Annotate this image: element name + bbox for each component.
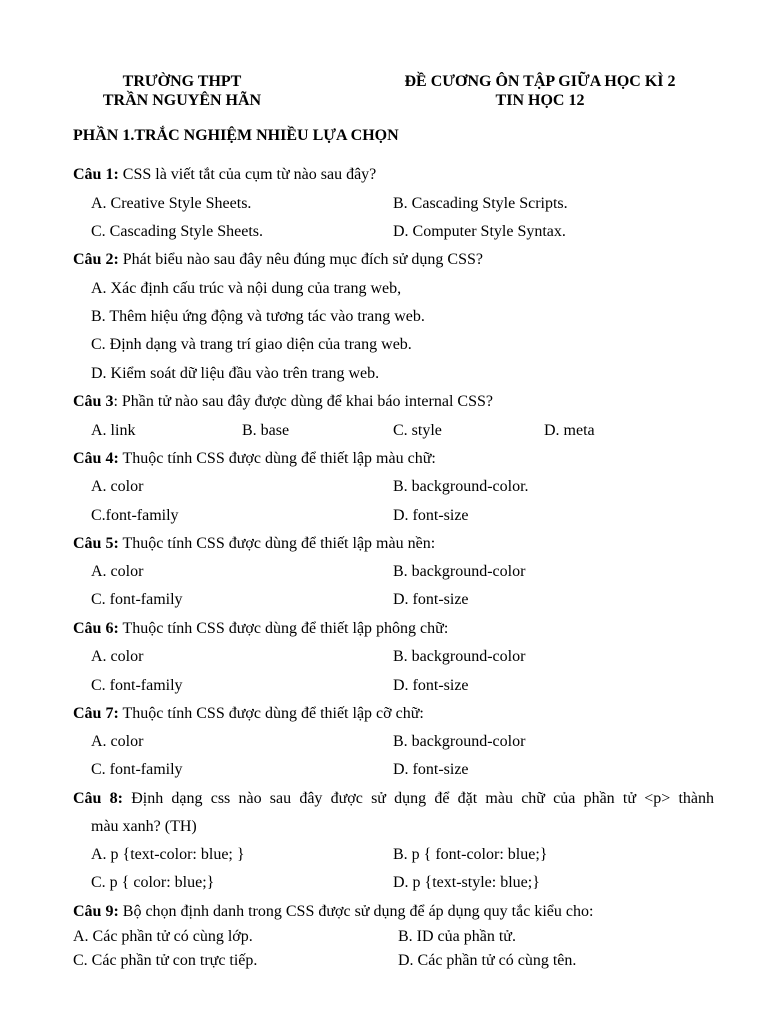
q3-option-a: A. link xyxy=(91,422,136,439)
question-label: Câu 6: xyxy=(73,620,119,637)
question-text: Định dạng css nào sau đây được sử dụng để đặt màu chữ của phần tử <p> thành xyxy=(123,790,715,807)
q7-option-d: D. font-size xyxy=(393,761,469,778)
school-line-2: TRẦN NGUYÊN HÃN xyxy=(102,92,262,109)
q3-option-b: B. base xyxy=(242,422,290,439)
q5-option-c: C. font-family xyxy=(91,591,183,608)
question-7 xyxy=(73,704,424,724)
question-2 xyxy=(73,250,483,270)
title-line-2: TIN HỌC 12 xyxy=(495,92,585,109)
q4-option-c: C.font-family xyxy=(91,507,179,524)
q6-option-b: B. background-color xyxy=(393,648,526,665)
q2-option-a: A. Xác định cấu trúc và nội dung của trang web, xyxy=(91,280,402,297)
question-text: : Phần tử nào sau đây được dùng để khai báo internal CSS? xyxy=(113,393,493,410)
q5-option-a: A. color xyxy=(91,563,144,580)
q2-option-b: B. Thêm hiệu ứng động và tương tác vào trang web. xyxy=(91,308,425,325)
q8-option-d: D. p {text-style: blue;} xyxy=(393,874,540,891)
q4-option-a: A. color xyxy=(91,478,144,495)
question-label: Câu 9: xyxy=(73,903,119,920)
q2-option-d: D. Kiểm soát dữ liệu đầu vào trên trang web. xyxy=(91,365,380,382)
q4-option-b: B. background-color. xyxy=(393,478,529,495)
q8-option-b: B. p { font-color: blue;} xyxy=(393,846,548,863)
q2-option-c: C. Định dạng và trang trí giao diện của trang web. xyxy=(91,336,412,353)
question-9 xyxy=(73,902,593,922)
q5-option-d: D. font-size xyxy=(393,591,469,608)
question-label: Câu 8: xyxy=(73,790,123,807)
question-label: Câu 4: xyxy=(73,450,119,467)
question-1 xyxy=(73,165,376,185)
q7-option-b: B. background-color xyxy=(393,733,526,750)
q5-option-b: B. background-color xyxy=(393,563,526,580)
q6-option-d: D. font-size xyxy=(393,677,469,694)
question-8-continuation: màu xanh? (TH) xyxy=(91,818,197,835)
section-title: PHẦN 1.TRẮC NGHIỆM NHIỀU LỰA CHỌN xyxy=(73,127,399,144)
title-line-1: ĐỀ CƯƠNG ÔN TẬP GIỮA HỌC KÌ 2 xyxy=(404,73,676,90)
question-label: Câu 7: xyxy=(73,705,119,722)
q1-option-d: D. Computer Style Syntax. xyxy=(393,223,566,240)
question-3 xyxy=(73,392,493,412)
question-label: Câu 5: xyxy=(73,535,119,552)
school-line-1: TRƯỜNG THPT xyxy=(122,73,242,90)
q3-option-d: D. meta xyxy=(544,422,595,439)
q7-option-c: C. font-family xyxy=(91,761,183,778)
q9-option-b: B. ID của phần tử. xyxy=(398,928,516,945)
question-label: Câu 2: xyxy=(73,251,119,268)
question-text: Thuộc tính CSS được dùng để thiết lập cỡ chữ: xyxy=(118,705,424,722)
q1-option-a: A. Creative Style Sheets. xyxy=(91,195,252,212)
q1-option-b: B. Cascading Style Scripts. xyxy=(393,195,568,212)
q3-option-c: C. style xyxy=(393,422,442,439)
q8-option-c: C. p { color: blue;} xyxy=(91,874,215,891)
q9-option-c: C. Các phần tử con trực tiếp. xyxy=(73,952,258,969)
question-text: Thuộc tính CSS được dùng để thiết lập phông chữ: xyxy=(118,620,449,637)
question-text: CSS là viết tắt của cụm từ nào sau đây? xyxy=(118,166,377,183)
question-label: Câu 1: xyxy=(73,166,119,183)
q7-option-a: A. color xyxy=(91,733,144,750)
question-4 xyxy=(73,449,436,469)
q9-option-a: A. Các phần tử có cùng lớp. xyxy=(73,928,253,945)
q6-option-a: A. color xyxy=(91,648,144,665)
question-text: Thuộc tính CSS được dùng để thiết lập màu nền: xyxy=(118,535,436,552)
question-text: Thuộc tính CSS được dùng để thiết lập màu chữ: xyxy=(118,450,436,467)
question-text: Phát biểu nào sau đây nêu đúng mục đích sử dụng CSS? xyxy=(118,251,483,268)
q8-option-a: A. p {text-color: blue; } xyxy=(91,846,245,863)
q1-option-c: C. Cascading Style Sheets. xyxy=(91,223,263,240)
q4-option-d: D. font-size xyxy=(393,507,469,524)
question-5 xyxy=(73,534,435,554)
q9-option-d: D. Các phần tử có cùng tên. xyxy=(398,952,577,969)
question-8 xyxy=(73,789,714,809)
q6-option-c: C. font-family xyxy=(91,677,183,694)
question-6 xyxy=(73,619,448,639)
document-title-block xyxy=(390,72,690,110)
question-text: Bộ chọn định danh trong CSS được sử dụng để áp dụng quy tắc kiểu cho: xyxy=(118,903,594,920)
question-label: Câu 3 xyxy=(73,393,114,410)
school-name-block xyxy=(72,72,292,110)
